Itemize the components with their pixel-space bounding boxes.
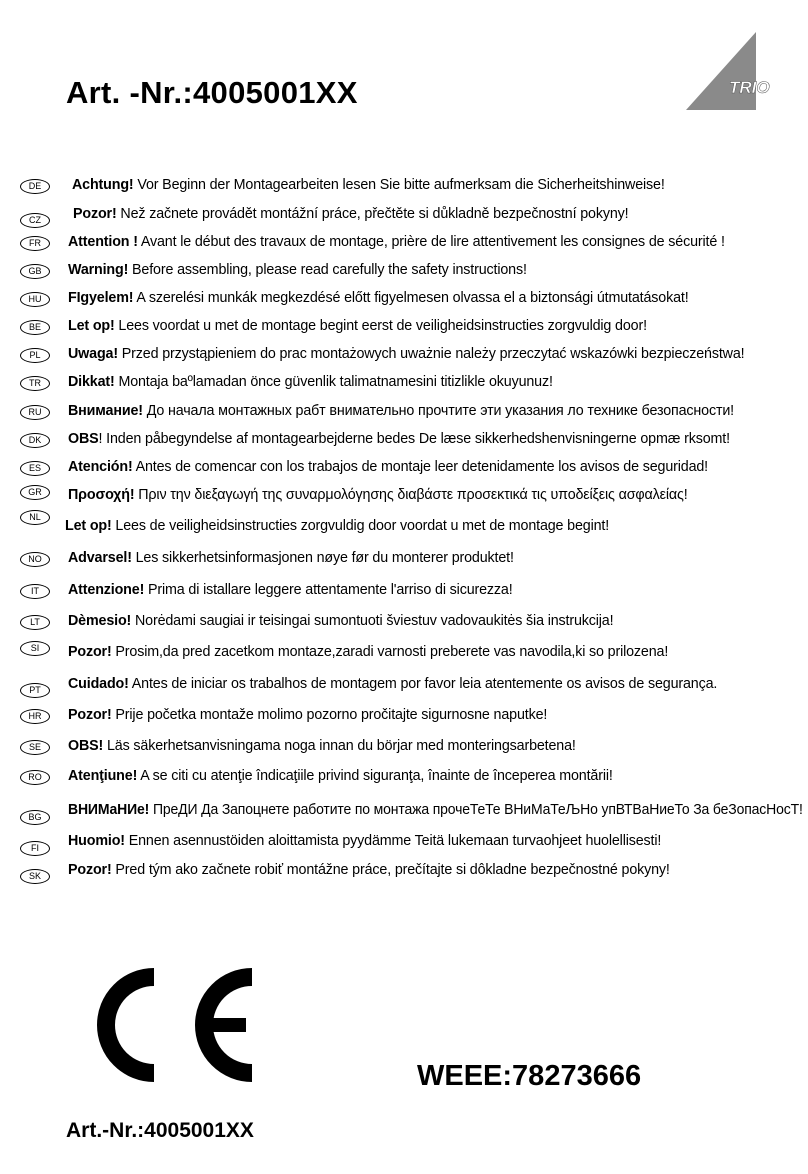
warning-text — [72, 176, 665, 194]
warning-text — [68, 767, 613, 785]
warning-lead: Attention ! — [68, 234, 138, 250]
language-code-badge: PT — [20, 683, 50, 698]
warning-body: Norėdami saugiai ir teisingai sumontuoti šviestuv vadovaukitės šia instrukcija! — [131, 613, 614, 629]
language-code-badge: RO — [20, 770, 50, 785]
language-code-badge: LT — [20, 615, 50, 630]
warning-row — [0, 205, 808, 229]
warning-text — [68, 317, 647, 335]
warning-lead: Huomio! — [68, 833, 125, 849]
warning-row — [0, 289, 808, 313]
warning-body: Before assembling, please read carefully the safety instructions! — [128, 262, 527, 278]
warning-row — [0, 261, 808, 285]
ce-mark-icon — [62, 965, 258, 1085]
warning-lead: Uwaga! — [68, 346, 118, 362]
weee-number: WEEE:78273666 — [417, 1060, 642, 1092]
footer-article-number: Art.-Nr.:4005001XX — [66, 1119, 254, 1142]
warning-body: Avant le début des travaux de montage, prière de lire attentivement les consignes de sécurité ! — [137, 234, 725, 250]
warning-body: ! Inden påbegyndelse af montagearbejderne bedes De læse sikkerhedshenvisningerne opmæ rksomt! — [98, 431, 730, 447]
brand-name: TRIO — [729, 78, 770, 97]
warning-row — [0, 233, 808, 257]
warning-lead: Pozor! — [68, 862, 112, 878]
warning-body: A se citi cu atenţie îndicaţiile privind siguranţa, înainte de începerea montării! — [137, 768, 613, 784]
warning-text — [68, 289, 689, 307]
warning-body: Vor Beginn der Montagearbeiten lesen Sie bitte aufmerksam die Sicherheitshinweise! — [133, 177, 665, 193]
warning-body: Lees de veiligheidsinstructies zorgvuldig door voordat u met de montage begint! — [111, 518, 610, 534]
warning-row — [0, 612, 808, 636]
warning-lead: Προσοχή! — [68, 487, 135, 503]
warning-text — [68, 345, 744, 363]
warning-text — [68, 581, 513, 599]
article-number-title: Art. -Nr.:4005001XX — [66, 75, 358, 110]
warning-lead: Advarsel! — [68, 550, 132, 566]
warning-lead: ВНИМаНИе! — [68, 802, 150, 818]
language-code-badge: SE — [20, 740, 50, 755]
warning-body: ПреДИ Да Запоцнете работите по монтажа прочеТеТе ВНиМаТеЉНо упВТВаНиеТо За беЗопасНосТ! — [149, 802, 803, 818]
warning-body: Pred tým ako začnete robiť montážne práce, prečítajte si dôkladne bezpečnostné pokyny! — [111, 862, 670, 878]
warning-row — [0, 373, 808, 397]
warning-body: Les sikkerhetsinformasjonen nøye før du monterer produktet! — [131, 550, 514, 566]
warning-lead: OBS — [68, 431, 99, 447]
warning-lead: Let op! — [65, 518, 112, 534]
warning-text — [68, 706, 547, 724]
language-code-badge: DK — [20, 433, 50, 448]
warning-body: Montaja baºlamadan önce güvenlik talimatnamesini titizlikle okuyunuz! — [114, 374, 553, 390]
warning-row — [0, 458, 808, 482]
warning-text — [68, 233, 725, 251]
warning-body: Prima di istallare leggere attentamente l'arriso di sicurezza! — [144, 582, 513, 598]
warning-lead: Warning! — [68, 262, 129, 278]
language-code-badge: CZ — [20, 213, 50, 228]
warning-body: Než začnete provádět montážní práce, přečtěte si důkladně bezpečnostní pokyny! — [116, 206, 629, 222]
warning-body: Antes de comencar con los trabajos de montaje leer detenidamente los avisos de seguridad! — [132, 459, 708, 475]
warning-row — [0, 737, 808, 761]
language-code-badge: BE — [20, 320, 50, 335]
language-code-badge: RU — [20, 405, 50, 420]
warning-lead: Attenzione! — [68, 582, 145, 598]
warning-text — [68, 801, 803, 819]
language-code-badge: IT — [20, 584, 50, 599]
warning-row — [0, 486, 808, 510]
warning-lead: Внимание! — [68, 403, 143, 419]
language-code-badge: HU — [20, 292, 50, 307]
warning-body: Antes de iniciar os trabalhos de montagem por favor leia atentemente os avisos de segurança. — [128, 676, 718, 692]
language-code-badge: GR — [20, 485, 50, 500]
warning-lead: Atenţiune! — [68, 768, 138, 784]
warning-row — [0, 832, 808, 856]
warning-body: До начала монтажных рабт внимательно прочтите эти указания ло технике безопасности! — [142, 403, 735, 419]
warning-row — [0, 176, 808, 200]
warning-lead: Dikkat! — [68, 374, 115, 390]
warning-body: Läs säkerhetsanvisningama noga innan du börjar med monteringsarbetena! — [103, 738, 576, 754]
warning-lead: Pozor! — [68, 644, 112, 660]
warning-row — [0, 549, 808, 573]
warning-text — [68, 737, 576, 755]
warning-lead: Let op! — [68, 318, 115, 334]
warning-lead: Dèmesio! — [68, 613, 132, 629]
warning-text — [68, 549, 514, 567]
warning-text — [68, 458, 708, 476]
warning-row — [0, 861, 808, 885]
warning-row — [0, 801, 808, 825]
language-code-badge: NO — [20, 552, 50, 567]
warning-body: A szerelési munkák megkezdésé előtt figyelmesen olvassa el a biztonsági útmutatásokat! — [133, 290, 689, 306]
warning-row — [0, 675, 808, 699]
warning-text — [68, 612, 613, 630]
warning-body: Prosim,da pred zacetkom montaze,zaradi varnosti preberete vas navodila,ki so prilozena! — [111, 644, 669, 660]
warning-body: Przed przystąpieniem do prac montażowych uważnie należy przeczytać wskazówki bezpieczeństwa! — [117, 346, 745, 362]
warning-text — [68, 675, 717, 693]
warning-row — [0, 581, 808, 605]
warning-text — [68, 430, 730, 448]
warning-text — [68, 373, 553, 391]
language-code-badge: TR — [20, 376, 50, 391]
warning-body: Lees voordat u met de montage begint eerst de veiligheidsinstructies zorgvuldig door! — [114, 318, 647, 334]
warning-lead: OBS! — [68, 738, 104, 754]
warning-text — [68, 402, 734, 420]
language-code-badge: NL — [20, 510, 50, 525]
warning-lead: Pozor! — [68, 707, 112, 723]
warning-row — [0, 512, 808, 541]
warning-body: Prije početka montaže molimo pozorno pročitajte sigurnosne naputke! — [111, 707, 548, 723]
language-code-badge: FI — [20, 841, 50, 856]
language-code-badge: FR — [20, 236, 50, 251]
warning-text — [68, 861, 670, 879]
warning-row — [0, 345, 808, 369]
trio-logo — [682, 28, 786, 114]
language-code-badge: PL — [20, 348, 50, 363]
warning-row — [0, 767, 808, 791]
warning-row — [0, 317, 808, 341]
warning-text — [65, 517, 609, 535]
warning-row — [0, 402, 808, 426]
warning-body: Πριν την διεξαγωγή της συναρμολόγησης διαβάστε προσεκτικά τις υποδείξεις ασφαλείας! — [134, 487, 688, 503]
warning-row — [0, 643, 808, 667]
warning-text — [68, 643, 668, 661]
language-code-badge: GB — [20, 264, 50, 279]
warning-row — [0, 706, 808, 730]
warning-text — [68, 832, 661, 850]
warning-lead: Cuidado! — [68, 676, 129, 692]
warning-text — [68, 486, 688, 504]
language-code-badge: ES — [20, 461, 50, 476]
warning-lead: Pozor! — [73, 206, 117, 222]
language-code-badge: BG — [20, 810, 50, 825]
warning-text — [68, 261, 527, 279]
warning-body: Ennen asennustöiden aloittamista pyydämme Teitä lukemaan turvaohjeet huolellisesti! — [124, 833, 662, 849]
warning-text — [73, 205, 628, 223]
warning-lead: Achtung! — [72, 177, 134, 193]
language-code-badge: SK — [20, 869, 50, 884]
language-code-badge: DE — [20, 179, 50, 194]
warning-row — [0, 430, 808, 454]
language-code-badge: SI — [20, 641, 50, 656]
language-code-badge: HR — [20, 709, 50, 724]
warning-lead: FIgyelem! — [68, 290, 134, 306]
warning-lead: Atención! — [68, 459, 133, 475]
